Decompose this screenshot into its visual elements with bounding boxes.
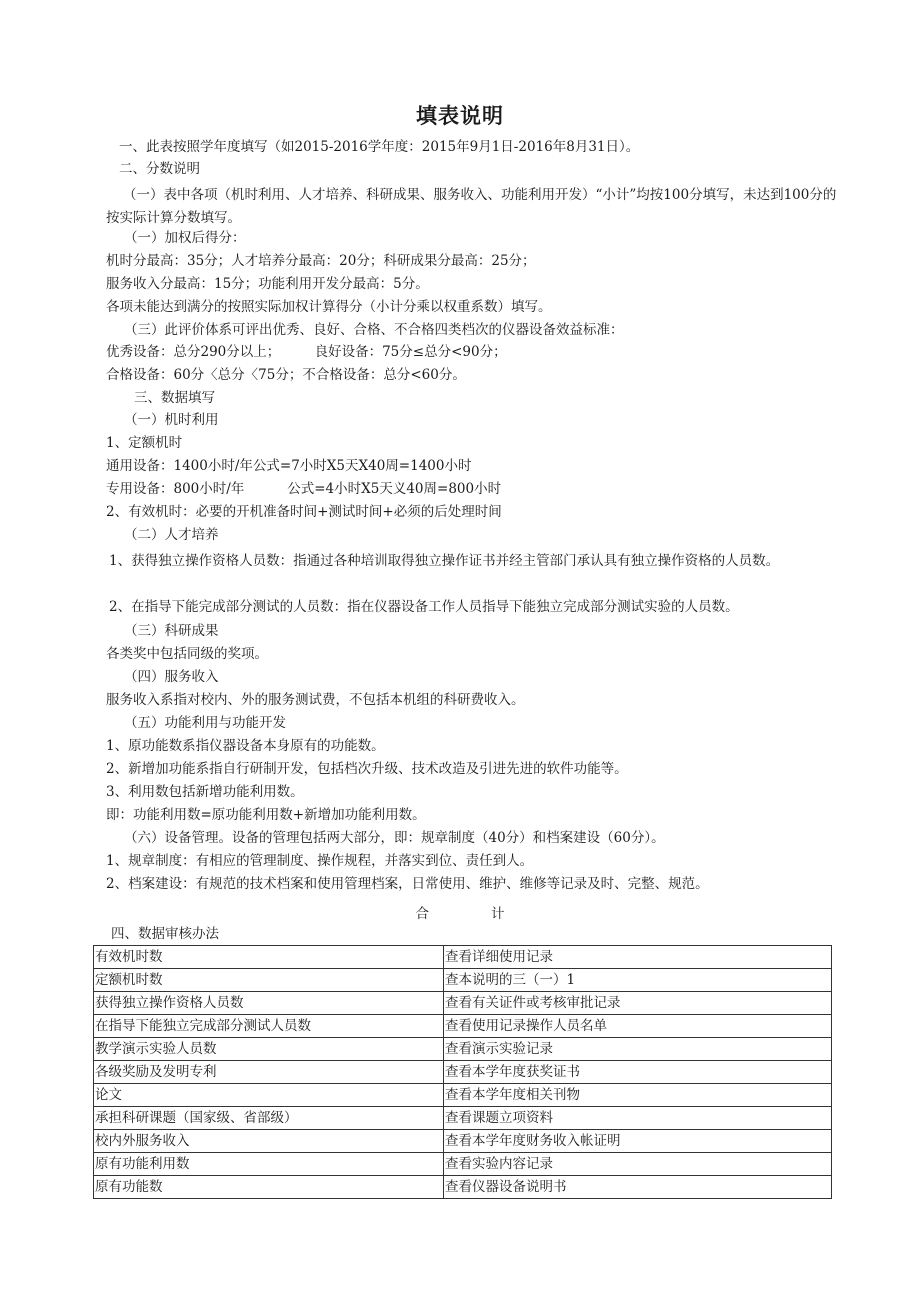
management-rules: 1、规章制度：有相应的管理制度、操作规程，并落实到位、责任到人。 (106, 853, 534, 869)
heading-training: （二）人才培养 (124, 527, 219, 543)
item-cell: 各级奖励及发明专利 (94, 1061, 444, 1084)
heading-score: 二、分数说明 (119, 161, 200, 177)
item-cell: 论文 (94, 1084, 444, 1107)
research-note: 各类奖中包括同级的奖项。 (106, 646, 268, 662)
item-cell: 在指导下能独立完成部分测试人员数 (94, 1015, 444, 1038)
item-cell: 校内外服务收入 (94, 1130, 444, 1153)
quota-general: 通用设备：1400小时/年公式=7小时X5天X40周=1400小时 (106, 458, 472, 474)
heading-weighted: （一）加权后得分： (124, 230, 246, 246)
function-formula: 即：功能利用数=原功能利用数+新增加功能利用数。 (106, 807, 426, 823)
grade-pass-fail: 合格设备：60分〈总分〈75分；不合格设备：总分<60分。 (106, 367, 466, 383)
table-row (94, 1015, 832, 1038)
training-note-2: 2、在指导下能完成部分测试的人员数：指在仪器设备工作人员指导下能独立完成部分测试实验的人员数。 (109, 599, 739, 615)
table-row (94, 1130, 832, 1153)
heading-research: （三）科研成果 (124, 623, 219, 639)
weighted-note: 各项未能达到满分的按照实际加权计算得分（小计分乘以权重系数）填写。 (106, 299, 552, 315)
grade-excellent-good: 优秀设备：总分290分以上； 良好设备：75分≤总分<90分； (106, 344, 507, 360)
table-row (94, 1061, 832, 1084)
method-cell: 查本说明的三（一）1 (444, 969, 832, 992)
service-note: 服务收入系指对校内、外的服务测试费，不包括本机组的科研费收入。 (106, 692, 525, 708)
method-cell: 查看本学年度财务收入帐证明 (444, 1130, 832, 1153)
item-cell: 定额机时数 (94, 969, 444, 992)
method-cell: 查看本学年度相关刊物 (444, 1084, 832, 1107)
method-cell: 查看仪器设备说明书 (444, 1176, 832, 1199)
heading-management: （六）设备管理。设备的管理包括两大部分，即：规章制度（40分）和档案建设（60分）。 (124, 830, 665, 846)
quota-special: 专用设备：800小时/年 公式=4小时X5天义40周=800小时 (106, 481, 502, 497)
heading-data-fill: 三、数据填写 (134, 390, 215, 406)
item-cell: 承担科研课题（国家级、省部级） (94, 1107, 444, 1130)
table-row (94, 969, 832, 992)
item-cell: 教学演示实验人员数 (94, 1038, 444, 1061)
function-note-1: 1、原功能数系指仪器设备本身原有的功能数。 (106, 738, 385, 754)
rule-year: 一、此表按照学年度填写（如2015-2016学年度：2015年9月1日-2016年8月31日）。 (119, 139, 640, 155)
method-cell: 查看有关证件或考核审批记录 (444, 992, 832, 1015)
heading-machine-time: （一）机时利用 (124, 412, 219, 428)
page-title: 填表说明 (416, 104, 504, 128)
method-cell: 查看演示实验记录 (444, 1038, 832, 1061)
heading-service: （四）服务收入 (124, 669, 219, 685)
audit-table (93, 945, 832, 1199)
item-cell: 有效机时数 (94, 946, 444, 969)
table-row (94, 1176, 832, 1199)
table-row (94, 1038, 832, 1061)
table-row (94, 1084, 832, 1107)
method-cell: 查看使用记录操作人员名单 (444, 1015, 832, 1038)
effective-hours: 2、有效机时：必要的开机准备时间+测试时间+必须的后处理时间 (106, 504, 502, 520)
grade-standard: （三）此评价体系可评出优秀、良好、合格、不合格四类档次的仪器设备效益标准： (124, 322, 624, 338)
total-label: 合计 (415, 906, 567, 922)
heading-audit: 四、数据审核办法 (111, 926, 219, 942)
weighted-max-2: 服务收入分最高：15分；功能利用开发分最高：5分。 (106, 276, 429, 292)
item-cell: 原有功能数 (94, 1176, 444, 1199)
item-cell: 获得独立操作资格人员数 (94, 992, 444, 1015)
management-archives: 2、档案建设：有规范的技术档案和使用管理档案，日常使用、维护、维修等记录及时、完整、规范。 (106, 876, 709, 892)
method-cell: 查看课题立项资料 (444, 1107, 832, 1130)
table-row (94, 992, 832, 1015)
table-row (94, 1153, 832, 1176)
training-note-1: 1、获得独立操作资格人员数：指通过各种培训取得独立操作证书并经主管部门承认具有独立操作资格的人员数。 (109, 553, 780, 569)
weighted-max-1: 机时分最高：35分；人才培养分最高：20分；科研成果分最高：25分； (106, 253, 536, 269)
heading-function: （五）功能利用与功能开发 (124, 715, 286, 731)
table-row (94, 946, 832, 969)
method-cell: 查看详细使用记录 (444, 946, 832, 969)
method-cell: 查看本学年度获奖证书 (444, 1061, 832, 1084)
quota-hours-heading: 1、定额机时 (106, 435, 183, 451)
method-cell: 查看实验内容记录 (444, 1153, 832, 1176)
function-note-3: 3、利用数包括新增功能利用数。 (106, 784, 304, 800)
table-row (94, 1107, 832, 1130)
score-note-1: （一）表中各项（机时利用、人才培养、科研成果、服务收入、功能利用开发）“小计”均按100分填写，未达到100分的按实际计算分数填写。 (106, 187, 837, 226)
item-cell: 原有功能利用数 (94, 1153, 444, 1176)
function-note-2: 2、新增加功能系指自行研制开发，包括档次升级、技术改造及引进先进的软件功能等。 (106, 761, 628, 777)
